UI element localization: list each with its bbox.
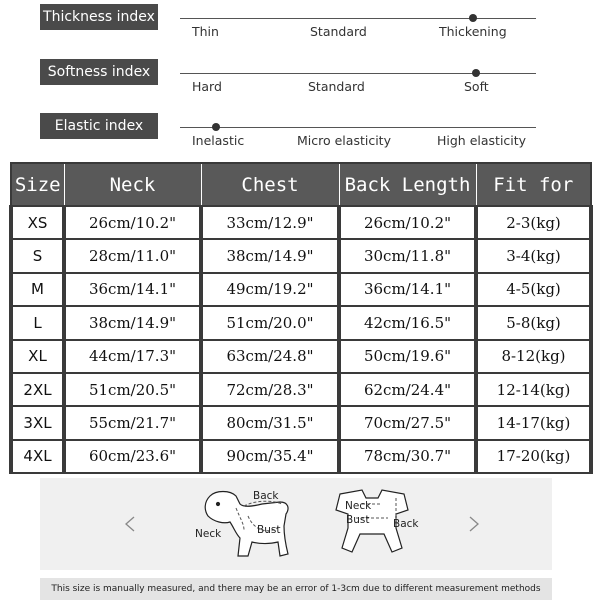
index-marker xyxy=(212,123,220,131)
cell-chest: 90cm/35.4" xyxy=(201,440,339,473)
cell-size: S xyxy=(11,239,64,272)
index-label: Thickness index xyxy=(40,4,158,30)
cell-chest: 38cm/14.9" xyxy=(201,239,339,272)
index-marker xyxy=(469,14,477,22)
table-row xyxy=(11,273,591,306)
index-option: Hard xyxy=(192,79,222,94)
header-back-length: Back Length xyxy=(339,163,476,206)
garment-label-neck: Neck xyxy=(345,500,372,512)
header-fit-for: Fit for xyxy=(476,163,591,206)
cell-fit-for: 3-4(kg) xyxy=(476,239,591,272)
cell-back-length: 70cm/27.5" xyxy=(339,406,476,439)
cell-chest: 33cm/12.9" xyxy=(201,206,339,239)
cell-back-length: 26cm/10.2" xyxy=(339,206,476,239)
cell-size: XS xyxy=(11,206,64,239)
index-scale-line xyxy=(180,127,536,128)
chevron-right-icon[interactable] xyxy=(470,517,478,531)
index-marker xyxy=(472,69,480,77)
table-row xyxy=(11,406,591,439)
cell-fit-for: 12-14(kg) xyxy=(476,373,591,406)
index-scale-line xyxy=(180,73,536,74)
cell-fit-for: 5-8(kg) xyxy=(476,306,591,339)
index-label: Elastic index xyxy=(40,113,158,139)
cell-back-length: 50cm/19.6" xyxy=(339,340,476,373)
garment-label-bust: Bust xyxy=(346,514,370,526)
cell-fit-for: 4-5(kg) xyxy=(476,273,591,306)
cell-chest: 80cm/31.5" xyxy=(201,406,339,439)
header-neck: Neck xyxy=(64,163,201,206)
dog-label-neck: Neck xyxy=(195,528,222,540)
cell-chest: 72cm/28.3" xyxy=(201,373,339,406)
index-option: High elasticity xyxy=(437,133,527,148)
cell-fit-for: 17-20(kg) xyxy=(476,440,591,473)
cell-neck: 51cm/20.5" xyxy=(64,373,201,406)
table-row xyxy=(11,440,591,473)
cell-back-length: 78cm/30.7" xyxy=(339,440,476,473)
cell-neck: 44cm/17.3" xyxy=(64,340,201,373)
index-scale-line xyxy=(180,18,536,19)
cell-neck: 28cm/11.0" xyxy=(64,239,201,272)
cell-size: 2XL xyxy=(11,373,64,406)
index-option: Standard xyxy=(310,24,367,39)
index-option: Thin xyxy=(192,24,219,39)
header-chest: Chest xyxy=(201,163,339,206)
table-row xyxy=(11,340,591,373)
cell-back-length: 62cm/24.4" xyxy=(339,373,476,406)
table-row xyxy=(11,239,591,272)
index-option: Standard xyxy=(308,79,365,94)
cell-back-length: 30cm/11.8" xyxy=(339,239,476,272)
dog-label-back: Back xyxy=(253,490,279,502)
cell-size: L xyxy=(11,306,64,339)
cell-back-length: 42cm/16.5" xyxy=(339,306,476,339)
cell-neck: 55cm/21.7" xyxy=(64,406,201,439)
dog-label-bust: Bust xyxy=(257,524,281,536)
table-header-row xyxy=(11,163,591,206)
index-row-softness xyxy=(0,57,600,113)
cell-neck: 38cm/14.9" xyxy=(64,306,201,339)
garment-label-back: Back xyxy=(393,518,419,530)
cell-neck: 26cm/10.2" xyxy=(64,206,201,239)
measurement-diagram xyxy=(40,478,552,570)
table-row xyxy=(11,206,591,239)
index-option: Inelastic xyxy=(192,133,245,148)
cell-neck: 36cm/14.1" xyxy=(64,273,201,306)
measurement-note: This size is manually measured, and there may be an error of 1-3cm due to different measurement methods xyxy=(40,578,552,600)
cell-chest: 49cm/19.2" xyxy=(201,273,339,306)
cell-chest: 63cm/24.8" xyxy=(201,340,339,373)
cell-neck: 60cm/23.6" xyxy=(64,440,201,473)
cell-fit-for: 2-3(kg) xyxy=(476,206,591,239)
cell-chest: 51cm/20.0" xyxy=(201,306,339,339)
cell-fit-for: 14-17(kg) xyxy=(476,406,591,439)
table-row xyxy=(11,373,591,406)
cell-size: XL xyxy=(11,340,64,373)
index-row-elastic xyxy=(0,111,600,167)
diagram-art xyxy=(40,478,552,570)
cell-size: 3XL xyxy=(11,406,64,439)
header-size: Size xyxy=(11,163,64,206)
table-row xyxy=(11,306,591,339)
index-option: Micro elasticity xyxy=(297,133,391,148)
index-option: Thickening xyxy=(439,24,507,39)
size-table xyxy=(9,162,593,474)
index-row-thickness xyxy=(0,2,600,58)
cell-back-length: 36cm/14.1" xyxy=(339,273,476,306)
index-label: Softness index xyxy=(40,59,158,85)
index-option: Soft xyxy=(464,79,489,94)
chevron-left-icon[interactable] xyxy=(126,517,134,531)
cell-size: M xyxy=(11,273,64,306)
cell-size: 4XL xyxy=(11,440,64,473)
cell-fit-for: 8-12(kg) xyxy=(476,340,591,373)
